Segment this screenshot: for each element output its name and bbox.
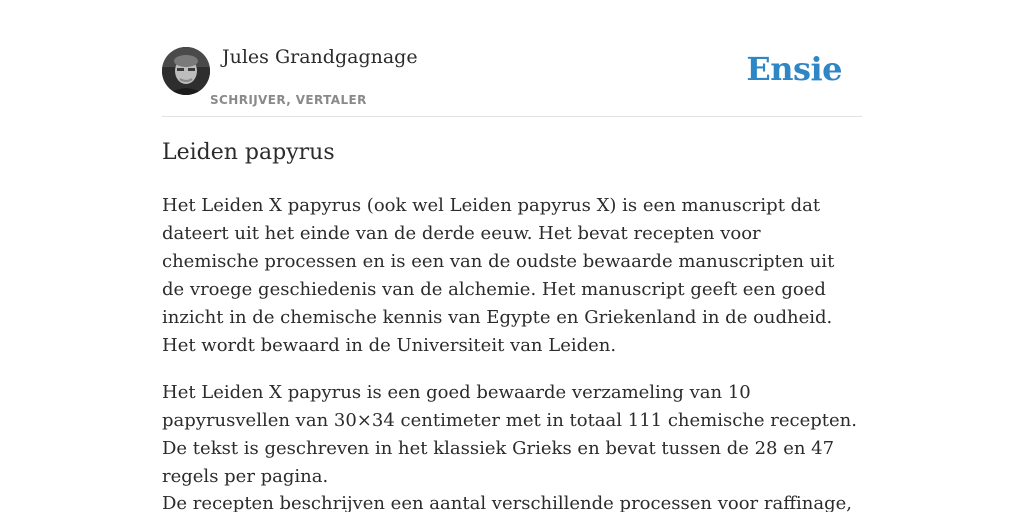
article-paragraph-2: Het Leiden X papyrus is een goed bewaarde verzameling van 10 papyrusvellen van 30×34 centimeter met in totaal 111 chemische recepten. De tekst is geschreven in het klassiek Grieks en bevat tussen de 28 en 47 regels per pagina. bbox=[162, 382, 857, 487]
author-avatar[interactable] bbox=[162, 47, 210, 95]
author-name[interactable]: Jules Grandgagnage bbox=[222, 46, 418, 68]
author-role: SCHRIJVER, VERTALER bbox=[210, 93, 367, 107]
page-content bbox=[162, 0, 862, 512]
article-title: Leiden papyrus bbox=[162, 140, 335, 165]
ensie-logo[interactable]: Ensie bbox=[746, 50, 842, 88]
author-header bbox=[162, 0, 862, 117]
article-paragraph-1: Het Leiden X papyrus (ook wel Leiden papyrus X) is een manuscript dat dateert uit het einde van de derde eeuw. Het bevat recepten voor chemische processen en is een van de oudste bewaarde manuscripten uit de vroege geschiedenis van de alchemie. Het manuscript geeft een goed inzicht in de chemische kennis van Egypte en Griekenland in de oudheid. Het wordt bewaard in de Universiteit van Leiden. bbox=[162, 195, 835, 356]
author-photo-icon bbox=[162, 47, 210, 95]
article-paragraph-3: De recepten beschrijven een aantal verschillende processen voor raffinage, bbox=[162, 493, 852, 512]
